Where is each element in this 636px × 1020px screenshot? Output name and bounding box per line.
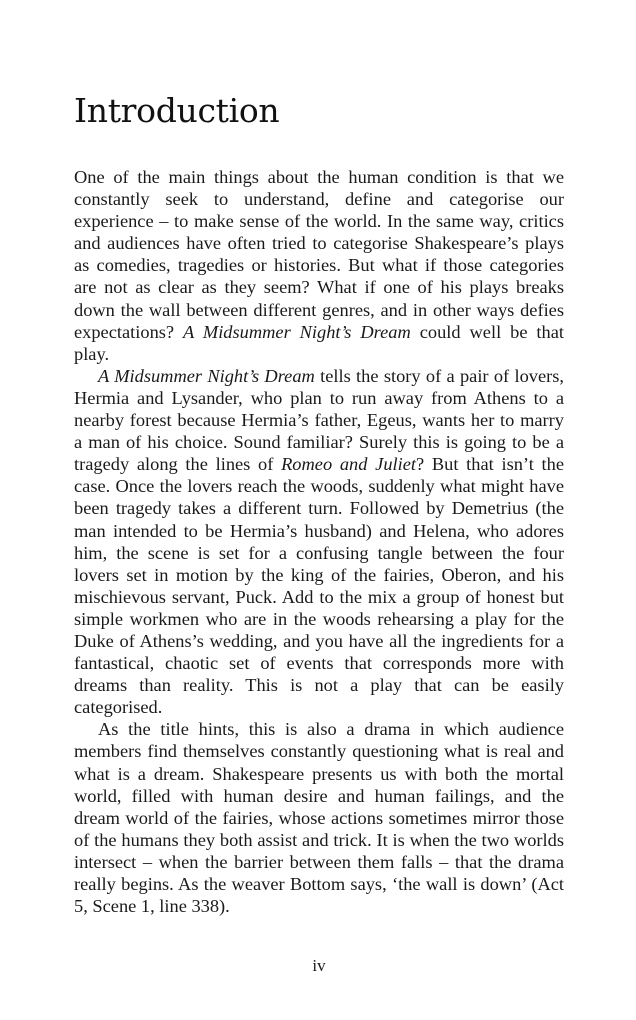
chapter-title: Introduction <box>74 91 280 130</box>
paragraph-1-text-2: could well be that play. <box>74 321 565 364</box>
paragraph-3-text-1: As the title hints, this is also a drama in which audience members find themselves constantly questioning what is real and what is a dream. Shakespeare presents us with both the mortal world, filled with human desire and human failings, and the dream world of the fairies, whose actions sometimes mirror those of the humans they both assist and trick. It is when the two worlds intersect – when the barrier between them falls – that the drama really begins. As the weaver Bottom says, ‘the wall is down’ (Act 5, Scene 1, line 338). <box>74 719 564 917</box>
paragraph-1 <box>74 166 564 365</box>
paragraph-3 <box>74 718 564 917</box>
book-page <box>74 0 564 1020</box>
paragraph-1-text-1: One of the main things about the human condition is that we constantly seek to understand, define and categorise our experience – to make sense of the world. In the same way, critics and audiences have often tried to categorise Shakespeare’s plays as comedies, tragedies or histories. But what if those categories are not as clear as they seem? What if one of his plays breaks down the wall between different genres, and in other ways defies expectations? <box>74 167 564 342</box>
paragraph-2-text-2: ? But that isn’t the case. Once the lovers reach the woods, suddenly what might have been tragedy takes a different turn. Followed by Demetrius (the man intended to be Hermia’s husband) and Helena, who adores him, the scene is set for a confusing tangle between the four lovers set in motion by the king of the fairies, Oberon, and his mischievous servant, Puck. Add to the mix a group of honest but simple workmen who are in the woods rehearsing a play for the Duke of Athens’s wedding, and you have all the ingredients for a fantastical, chaotic set of events that corresponds more with dreams than reality. This is not a play that can be easily categorised. <box>74 454 564 718</box>
paragraph-2-text-1: tells the story of a pair of lovers, Hermia and Lysander, who plan to run away from Athens to a nearby forest because Hermia’s father, Egeus, wants her to marry a man of his choice. Sound familiar? Surely this is going to be a tragedy along the lines of <box>74 365 564 475</box>
paragraph-2 <box>74 365 564 719</box>
paragraph-2-title-ref: A Midsummer Night’s Dream <box>98 365 315 386</box>
page-number: iv <box>312 956 326 975</box>
paragraph-2-title-ref-2: Romeo and Juliet <box>281 454 417 475</box>
paragraph-1-title-ref: A Midsummer Night’s Dream <box>183 321 411 342</box>
body-text <box>74 166 564 917</box>
